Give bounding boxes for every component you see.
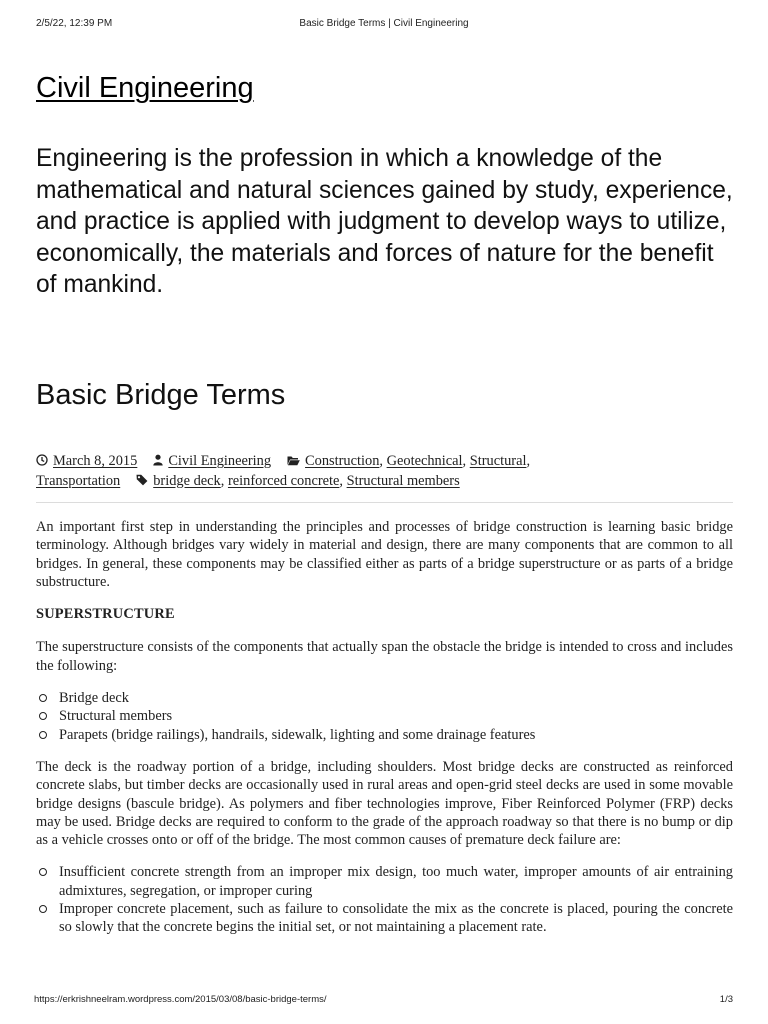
post-meta: March 8, 2015 Civil Engineering Construction, Geotechnical, Structural, Transportation bridge deck, reinforced concrete, Structural members bbox=[36, 452, 734, 491]
deck-paragraph: The deck is the roadway portion of a bridge, including shoulders. Most bridge decks are constructed as reinforced concrete slabs, but timber decks are occasionally used in rural areas and open-grid steel decks are used in some movable bridge designs (bascule bridge). As polymers and fiber technologies improve, Fiber Reinforced Polymer (FRP) decks may be used. Bridge decks are required to conform to the grade of the approach roadway so that there is no bump or dip as a vehicle crosses onto or off of the bridge. The most common causes of premature deck failure are: bbox=[36, 758, 733, 849]
category-link-structural[interactable]: Structural bbox=[469, 453, 527, 469]
site-title-link[interactable]: Civil Engineering bbox=[36, 72, 254, 104]
intro-paragraph: An important first step in understanding the principles and processes of bridge construction is learning basic bridge terminology. Although bridges vary widely in material and design, there are many components that are common to all bridges. In general, these components may be classified either as parts of a bridge superstructure or as parts of a bridge substructure. bbox=[36, 519, 733, 590]
category-link-construction[interactable]: Construction bbox=[305, 453, 380, 469]
print-datetime: 2/5/22, 12:39 PM bbox=[36, 18, 113, 29]
list-item: Parapets (bridge railings), handrails, sidewalk, lighting and some drainage features bbox=[59, 726, 733, 744]
superstructure-paragraph: The superstructure consists of the components that actually span the obstacle the bridge is intended to cross and includes the following: bbox=[36, 639, 733, 674]
post-date-link[interactable]: March 8, 2015 bbox=[53, 453, 138, 469]
print-page-title: Basic Bridge Terms | Civil Engineering bbox=[299, 18, 469, 29]
category-link-geotechnical[interactable]: Geotechnical bbox=[386, 453, 463, 469]
post-author-link[interactable]: Civil Engineering bbox=[168, 453, 272, 469]
list-item: Insufficient concrete strength from an improper mix design, too much water, improper amounts of air entraining admixtures, segregation, or improper curing bbox=[59, 864, 733, 899]
print-footer bbox=[36, 994, 732, 1008]
clock-icon bbox=[36, 453, 48, 472]
category-link-transportation[interactable]: Transportation bbox=[36, 472, 121, 489]
superstructure-list bbox=[36, 689, 733, 744]
folder-icon bbox=[287, 453, 300, 472]
list-item: Bridge deck bbox=[59, 689, 733, 707]
post-title: Basic Bridge Terms bbox=[36, 379, 286, 411]
print-header bbox=[36, 18, 732, 32]
list-item: Structural members bbox=[59, 707, 733, 725]
person-icon bbox=[153, 453, 163, 472]
page-number: 1/3 bbox=[719, 994, 733, 1005]
tag-link-structural-members[interactable]: Structural members bbox=[346, 472, 460, 489]
post-content bbox=[36, 518, 733, 951]
meta-divider bbox=[36, 502, 733, 503]
tag-link-bridge-deck[interactable]: bridge deck bbox=[153, 472, 221, 489]
print-url: https://erkrishneelram.wordpress.com/2015/03/08/basic-bridge-terms/ bbox=[34, 994, 327, 1005]
superstructure-heading: SUPERSTRUCTURE bbox=[36, 606, 175, 623]
deck-failure-list bbox=[36, 863, 733, 936]
site-description: Engineering is the profession in which a knowledge of the mathematical and natural sciences gained by study, experience, and practice is applied with judgment to develop ways to utilize, economically, the materials and forces of nature for the benefit of mankind. bbox=[36, 145, 733, 298]
tag-link-reinforced-concrete[interactable]: reinforced concrete bbox=[227, 472, 340, 489]
tag-icon bbox=[136, 473, 148, 492]
list-item: Improper concrete placement, such as failure to consolidate the mix as the concrete is placed, pouring the concrete so slowly that the concrete begins the initial set, or not maintaining a placement rate. bbox=[59, 901, 733, 936]
